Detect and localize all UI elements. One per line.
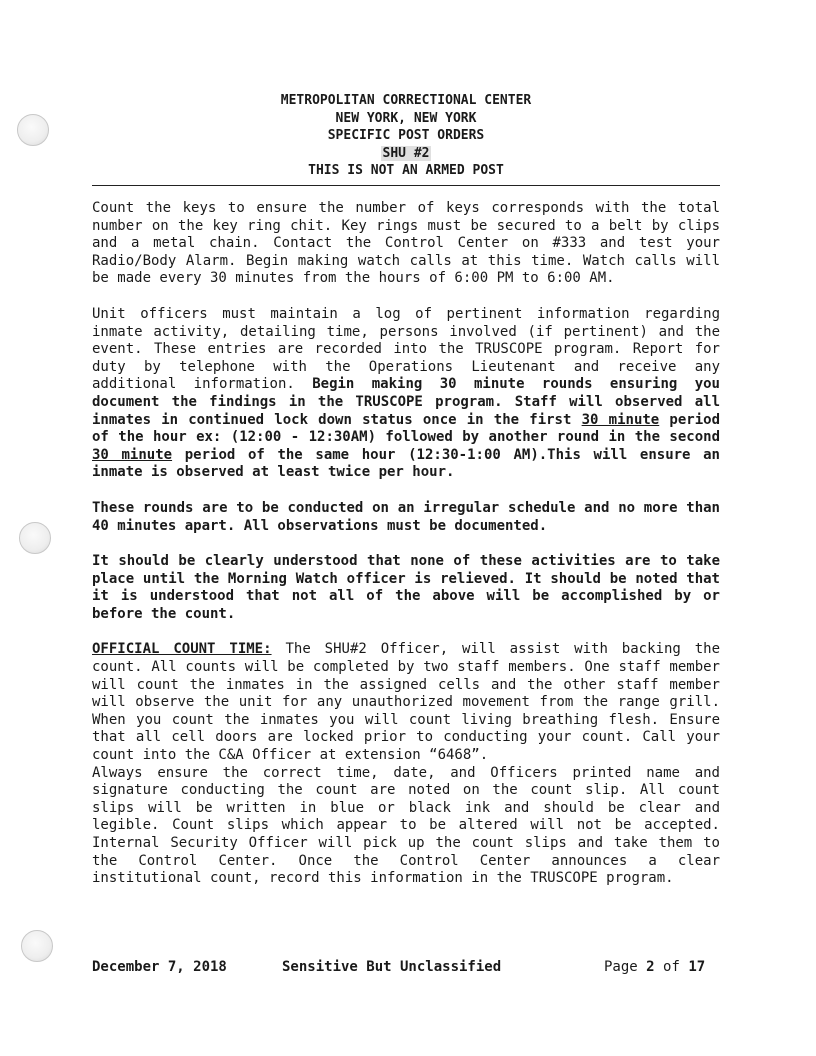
paragraph-official-count	[92, 641, 720, 764]
paragraph-morning-watch: It should be clearly understood that none of these activities are to take place until the Morning Watch officer is relieved. It should be noted that it is understood that not all of the above will be accomplished by or before the count.	[92, 553, 720, 622]
rounds-second-period: 30 minute	[92, 446, 173, 463]
paragraph-irregular-schedule: These rounds are to be conducted on an irregular schedule and no more than 40 minutes apart. All observations must be documented.	[92, 499, 720, 534]
rounds-first-period: 30 minute	[581, 411, 660, 428]
footer-page-total: 17	[688, 959, 706, 975]
punch-hole-top	[17, 114, 49, 146]
header-divider	[92, 185, 720, 186]
footer-page-number	[604, 958, 705, 976]
header-post-name: SHU #2	[382, 145, 430, 161]
document-body	[92, 200, 720, 906]
paragraph-unit-log	[92, 306, 720, 482]
paragraph-count-slips: Always ensure the correct time, date, and Officers printed name and signature conducting the count are noted on the count slip. All count slips will be written in blue or black ink and should be clear and legible. Count slips which appear to be altered will not be accepted. Internal Security Officer will pick up the count slips and take them to the Control Center. Once the Control Center announces a clear institutional count, record this information in the TRUSCOPE program.	[92, 764, 720, 887]
official-count-heading: OFFICIAL COUNT TIME:	[92, 641, 272, 658]
document-header	[92, 92, 720, 180]
punch-hole-bottom	[21, 930, 53, 962]
header-location: NEW YORK, NEW YORK	[335, 110, 477, 126]
header-armed-notice: THIS IS NOT AN ARMED POST	[308, 163, 504, 178]
footer-of-label: of	[654, 959, 689, 975]
punch-hole-middle	[19, 522, 51, 554]
footer-classification: Sensitive But Unclassified	[282, 959, 502, 975]
footer-page-current: 2	[646, 959, 655, 975]
footer-page-label: Page	[604, 959, 647, 975]
header-doc-type: SPECIFIC POST ORDERS	[327, 128, 485, 143]
official-count-text: The SHU#2 Officer, will assist with backing the count. All counts will be completed by two staff members. One staff member will count the inmates in the assigned cells and the other staff member will observe the unit for any unauthorized movement from the range grill. When you count the inmates you will count living breathing flesh. Ensure that all cell doors are locked prior to conducting your count. Call your count into the C&A Officer at extension “6468”.	[92, 641, 720, 764]
paragraph-unit-log-text: Unit officers must maintain a log of pertinent information regarding inmate activity, detailing time, persons involved (if pertinent) and the event. These entries are recorded into the TRUSCOPE program. Report for duty by telephone with the Operations Lieutenant and receive any additional information.	[92, 305, 720, 393]
rounds-instruction-c: period of the same hour (12:30-1:00 AM).This will ensure an inmate is observed at least twice per hour.	[92, 446, 720, 481]
rounds-instruction-b: period of the hour ex: (12:00 - 12:30AM) followed by another round in the second	[92, 411, 720, 446]
footer-date: December 7, 2018	[92, 959, 227, 975]
rounds-instruction-a: Begin making 30 minute rounds ensuring you document the findings in the TRUSCOPE program. Staff will observed all inmates in continued lock down status once in the first	[92, 376, 720, 428]
header-institution: METROPOLITAN CORRECTIONAL CENTER	[280, 93, 532, 108]
paragraph-keys: Count the keys to ensure the number of keys corresponds with the total number on the key ring chit. Key rings must be secured to a belt by clips and a metal chain. Contact the Control Center on #333 and test your Radio/Body Alarm. Begin making watch calls at this time. Watch calls will be made every 30 minutes from the hours of 6:00 PM to 6:00 AM.	[92, 200, 720, 287]
